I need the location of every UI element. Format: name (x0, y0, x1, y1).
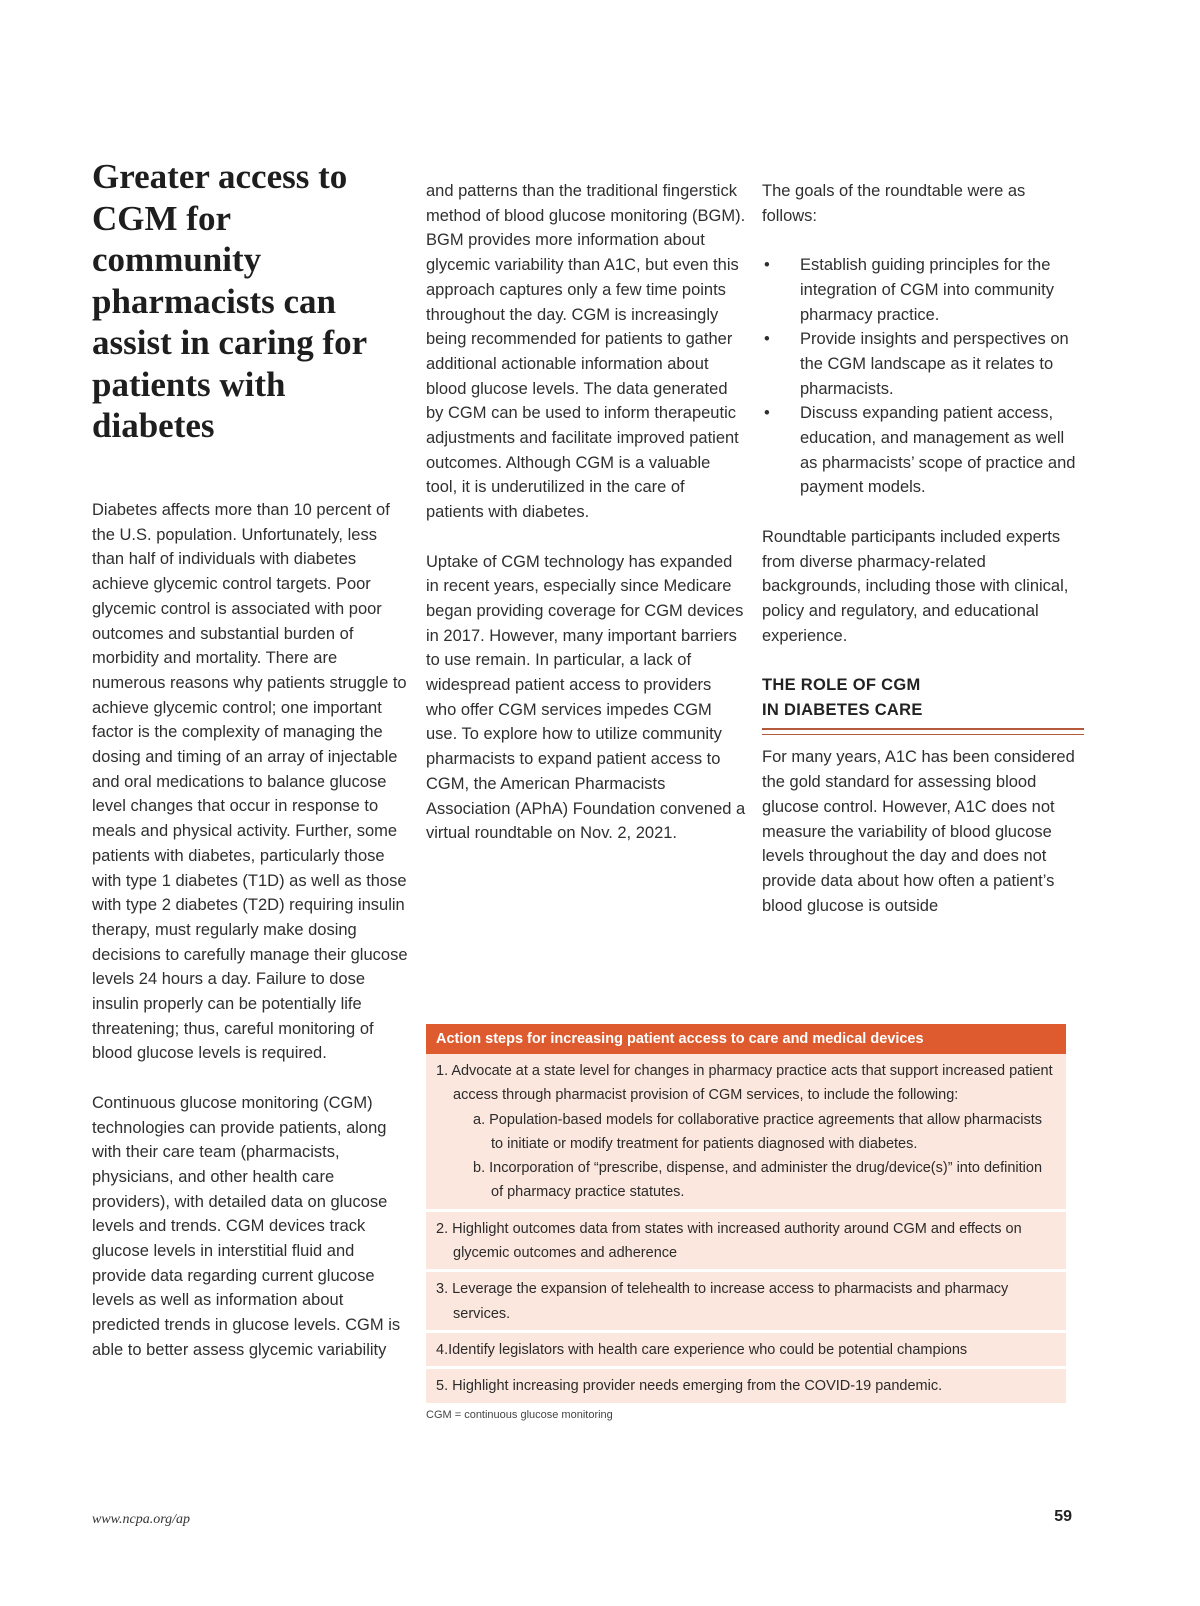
right-column (762, 179, 1084, 918)
body-paragraph: Continuous glucose monitoring (CGM) technologies can provide patients, along with their care team (pharmacists, physicians, and other health care providers), with detailed data on glucose levels and trends. CGM devices track glucose levels in interstitial fluid and provide data regarding current glucose levels as well as information about predicted trends in glucose levels. CGM is able to better assess glycemic variability (92, 1093, 401, 1359)
footnote: CGM = continuous glucose monitoring (426, 1408, 613, 1421)
action-step-text: 1. Advocate at a state level for changes in pharmacy practice acts that support increased patient access through pharmacist provision of CGM services, to include the following: (436, 1063, 1053, 1104)
action-steps-box (426, 1024, 1066, 1421)
body-paragraph: Uptake of CGM technology has expanded in recent years, especially since Medicare began providing coverage for CGM devices in 2017. However, many important barriers to use remain. In particular, a lack of widespread patient access to providers who offer CGM services impedes CGM use. To explore how to utilize community pharmacists to expand patient access to CGM, the American Pharmacists Association (APhA) Foundation convened a virtual roundtable on Nov. 2, 2021. (426, 552, 746, 843)
body-paragraph: and patterns than the traditional fingerstick method of blood glucose monitoring (BGM). BGM provides more information about glycemic variability than A1C, but even this approach captures only a few time points throughout the day. CGM is increasingly being recommended for patients to gather additional actionable information about blood glucose levels. The data generated by CGM can be used to inform therapeutic adjustments and facilitate improved patient outcomes. Although CGM is a valuable tool, it is underutilized in the care of patients with diabetes. (426, 182, 746, 522)
page-title: Greater access to CGM for community pharmacists can assist in caring for patients with diabetes (92, 157, 367, 445)
action-step-text: 3. Leverage the expansion of telehealth to increase access to pharmacists and pharmacy services. (436, 1281, 1009, 1322)
goal-text: Discuss expanding patient access, education, and management as well as pharmacists’ scope of practice and payment models. (800, 404, 1076, 497)
goal-text: Establish guiding principles for the integration of CGM into community pharmacy practice. (800, 256, 1055, 324)
action-box-header: Action steps for increasing patient access to care and medical devices (426, 1024, 1066, 1054)
body-paragraph: Roundtable participants included experts from diverse pharmacy-related backgrounds, including those with clinical, policy and regulatory, and educational experience. (762, 527, 1069, 645)
action-step-text: 4.Identify legislators with health care experience who could be potential champions (436, 1341, 968, 1358)
action-substep-text: b. Incorporation of “prescribe, dispense, and administer the drug/device(s)” into definition of pharmacy practice statutes. (473, 1160, 1043, 1201)
action-step-text: 5. Highlight increasing provider needs emerging from the COVID-19 pandemic. (436, 1378, 943, 1395)
bullet-icon: • (764, 404, 770, 423)
goals-list (762, 253, 1084, 500)
action-step (426, 1272, 1066, 1330)
section-heading-line: IN DIABETES CARE (762, 700, 923, 719)
action-step (426, 1212, 1066, 1270)
list-item (762, 253, 1084, 327)
action-step-text: 2. Highlight outcomes data from states with increased authority around CGM and effects on glycemic outcomes and adherence (436, 1220, 1022, 1262)
section-heading-line: THE ROLE OF CGM (762, 676, 921, 695)
action-substep-text: a. Population-based models for collaborative practice agreements that allow pharmacists to initiate or modify treatment for patients diagnosed with diabetes. (473, 1111, 1043, 1152)
body-paragraph: For many years, A1C has been considered the gold standard for assessing blood glucose control. However, A1C does not measure the variability of blood glucose levels throughout the day and does not provide data about how often a patient’s blood glucose is outside (762, 748, 1075, 915)
left-column (92, 498, 412, 1363)
middle-column (426, 179, 746, 846)
list-item (762, 401, 1084, 500)
footer-url[interactable]: www.ncpa.org/ap (92, 1512, 191, 1527)
list-item (762, 327, 1084, 401)
heading-rule (762, 728, 1084, 735)
goal-text: Provide insights and perspectives on the CGM landscape as it relates to pharmacists. (800, 330, 1069, 398)
body-paragraph: Diabetes affects more than 10 percent of the U.S. population. Unfortunately, less than half of individuals with diabetes achieve glycemic control targets. Poor glycemic control is associated with poor outcomes and substantial burden of morbidity and mortality. There are numerous reasons why patients struggle to achieve glycemic control; one important factor is the complexity of managing the dosing and timing of an array of injectable and oral medications to balance glucose level changes that occur in response to meals and physical activity. Further, some patients with diabetes, particularly those with type 1 diabetes (T1D) as well as those with type 2 diabetes (T2D) requiring insulin therapy, must regularly make dosing decisions to carefully manage their glucose levels 24 hours a day. Failure to dose insulin properly can be potentially life threatening; thus, careful monitoring of blood glucose levels is required. (92, 501, 408, 1063)
action-step (426, 1054, 1066, 1209)
goals-intro: The goals of the roundtable were as follows: (762, 182, 1026, 225)
action-step (426, 1369, 1066, 1402)
action-step (426, 1333, 1066, 1366)
section-heading (762, 673, 1084, 722)
page-number: 59 (1054, 1508, 1072, 1525)
bullet-icon: • (764, 256, 770, 275)
bullet-icon: • (764, 330, 770, 349)
